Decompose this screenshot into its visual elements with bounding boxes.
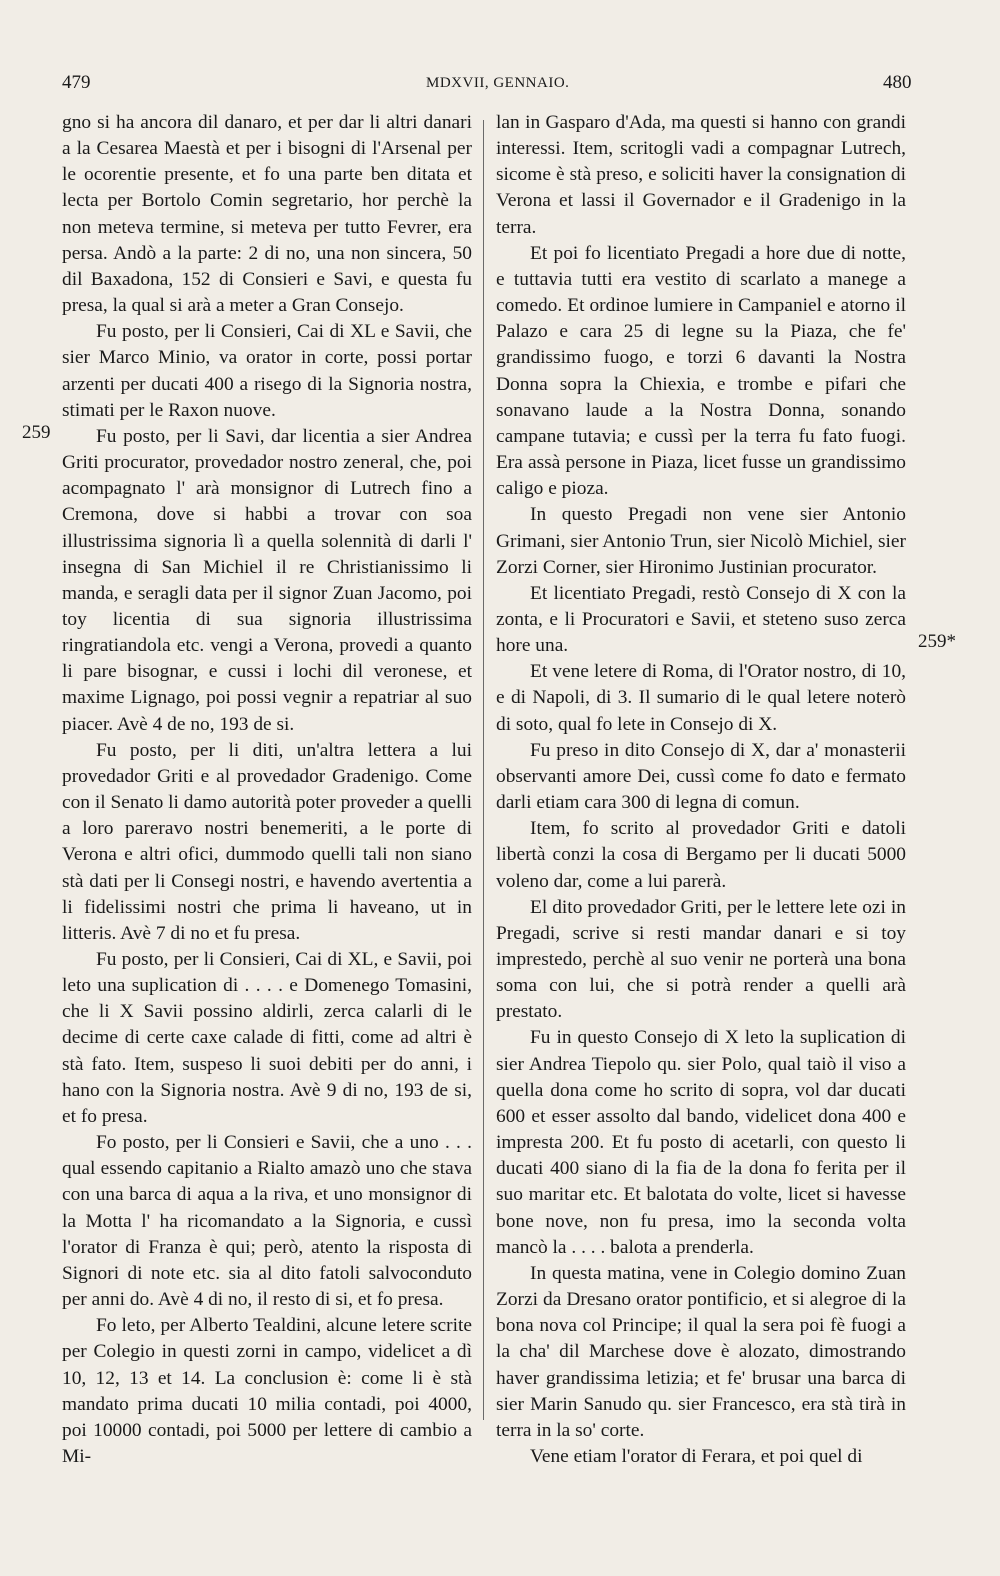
paragraph: Et licentiato Pregadi, restò Consejo di X con la zonta, e li Procuratori e Savii, et steteno suso zerca hore una. — [496, 582, 906, 657]
page-number-left: 479 — [62, 72, 91, 93]
paragraph: El dito provedador Griti, per le lettere lete ozi in Pregadi, scrive si resti mandar danari e si toy imprestedo, perchè al suo venir ne porterà una bona soma con lui, che si potrà render a quelli arà prestato. — [496, 896, 906, 1023]
paragraph: Fo posto, per li Consieri e Savii, che a uno . . . qual essendo capitanio a Rialto amazò uno che stava con una barca di aqua a la riva, et uno monsignor di la Motta l' ha ricomandato a la Signoria, e cussì l'orator di Franza è qui; però, atento la risposta di Signori di note etc. sia al dito fatoli salvoconduto per anni do. Avè 4 di no, il resto di si, et fo presa. — [62, 1132, 472, 1311]
paragraph: In questo Pregadi non vene sier Antonio Grimani, sier Antonio Trun, sier Nicolò Michiel, sier Zorzi Corner, sier Hironimo Justinian procurator. — [496, 504, 906, 578]
paragraph: Vene etiam l'orator di Ferara, et poi quel di — [530, 1445, 863, 1467]
paragraph: Fu posto, per li Savi, dar licentia a sier Andrea Griti procurator, provedador nostro zeneral, che, poi acompagnato l' arà monsignor di Lutrech fino a Cremona, dove si habbi a trovar con soa illustrissima signoria lì a quella solennità di darli l' insegna di San Michiel il re Christianissimo li manda, e seragli data per il signor Zuan Jacomo, poi toy licentia di sua signoria illustrissima ringratiandola etc. vengi a Verona, provedi a quanto li pare bisognar, e cussi i lochi dil veronese, et maxime Lignago, poi possi vegnir a repatriar al suo piacer. Avè 4 de no, 193 de si. — [62, 425, 472, 735]
paragraph: Fu posto, per li Consieri, Cai di XL e Savii, che sier Marco Minio, va orator in corte, possi portar arzenti per ducati 400 a risego di la Signoria nostra, stimati per le Raxon nuove. — [62, 321, 472, 421]
paragraph: Fu posto, per li diti, un'altra lettera a lui provedador Griti e al provedador Gradenigo. Come con il Senato li damo autorità poter proveder a quelli a loro pareravo nostri benemeriti, a le porte di Verona e altri ofici, dummodo quelli tali non siano stà dati per li Consegi nostri, e havendo avertentia a li fidelissimi nostri che prima li haveano, ut in litteris. Avè 7 di no et fu presa. — [62, 739, 472, 944]
right-column — [496, 110, 906, 1470]
paragraph: Fu posto, per li Consieri, Cai di XL, e Savii, poi leto una suplication di . . . . e Domenego Tomasini, che li X Savii possino aldirli, zerca calarli di le decime di certe caxe calade di fitti, come ad altri è stà fato. Item, suspeso li suoi debiti per do anni, i hano con la Signoria nostra. Avè 9 di no, 193 de si, et fo presa. — [62, 949, 472, 1127]
paragraph: Et poi fo licentiato Pregadi a hore due di notte, e tuttavia tutti era vestito di scarlato a manege a comedo. Et ordinoe lumiere in Campaniel e atorno il Palazo e cara 25 di legne su la Piaza, che fe' grandissimo fuogo, e torzi 6 davanti la Nostra Donna sopra la Chiexia, e trombe e pifari che sonavano laude a la Nostra Donna, sonando campane tutavia; e cussì per la terra fu fato fuogi. Era assà persone in Piaza, licet fusse un grandissimo caligo e pioza. — [496, 242, 906, 500]
paragraph: lan in Gasparo d'Ada, ma questi si hanno con grandi interessi. Item, scritogli vadi a compagnar Lutrech, sicome è stà preso, e soliciti haver la consignation di Verona et lassi il Governador e il Gradenigo in la terra. — [496, 112, 906, 238]
column-divider — [483, 120, 484, 1420]
paragraph: Fu preso in dito Consejo di X, dar a' monasterii observanti amore Dei, cussì come fo dato e fermato darli etiam cara 300 di legna di comun. — [496, 739, 906, 814]
paragraph: Item, fo scrito al provedador Griti e datoli libertà conzi la cosa di Bergamo per li ducati 5000 voleno dar, come a lui parerà. — [496, 818, 906, 892]
page-header — [0, 72, 1000, 102]
paragraph: gno si ha ancora dil danaro, et per dar li altri danari a la Cesarea Maestà et per i bisogni di l'Arsenal per le ocorentie presente, et fo una parte ben ditata et lecta per Bortolo Comin segretario, hor perchè la non meteva termine, si meteva per tutto Fevrer, era persa. Andò a la parte: 2 di no, una non sincera, 50 dil Baxadona, 152 di Consieri e Savi, e questa fu presa, la qual si arà a meter a Gran Consejo. — [62, 112, 472, 317]
paragraph: Fu in questo Consejo di X leto la suplication di sier Andrea Tiepolo qu. sier Polo, qual taiò il viso a quella dona come ho scrito di sopra, vol dar ducati 600 et esser assolto dal bando, videlicet dona 400 e impresta 200. Et fu posto di acetarli, con questo li ducati 400 siano di la fia de la dona fo ferita per il suo maritar etc. Et balotata do volte, licet si havesse bone nove, non fu presa, imo la seconda volta mancò la . . . . balota a prenderla. — [496, 1027, 906, 1258]
paragraph: Et vene letere di Roma, di l'Orator nostro, di 10, e di Napoli, di 3. Il sumario di le qual letere noterò di soto, qual fo lete in Consejo di X. — [496, 661, 906, 735]
margin-note-left: 259 — [22, 422, 51, 443]
page-number-right: 480 — [883, 72, 912, 93]
paragraph: Fo leto, per Alberto Tealdini, alcune letere scrite per Colegio in questi zorni in campo, videlicet a dì 10, 12, 13 et 14. La conclusion è: come li è stà mandato prima ducati 10 milia contadi, poi 4000, poi 10000 contadi, poi 5000 per lettere di cambio a Mi- — [62, 1315, 472, 1467]
paragraph: In questa matina, vene in Colegio domino Zuan Zorzi da Dresano orator pontificio, et si alegroe di la bona nova col Principe; il qual la sera poi fè fuogi a la cha' dil Marchese dove è alozato, dimostrando haver grandissima letizia; et fe' brusar una barca di sier Marin Sanudo qu. sier Francesco, era stà tirà in terra in la so' corte. — [496, 1262, 906, 1441]
left-column — [62, 110, 472, 1470]
running-title: MDXVII, GENNAIO. — [426, 75, 570, 91]
margin-note-right: 259* — [918, 631, 956, 652]
